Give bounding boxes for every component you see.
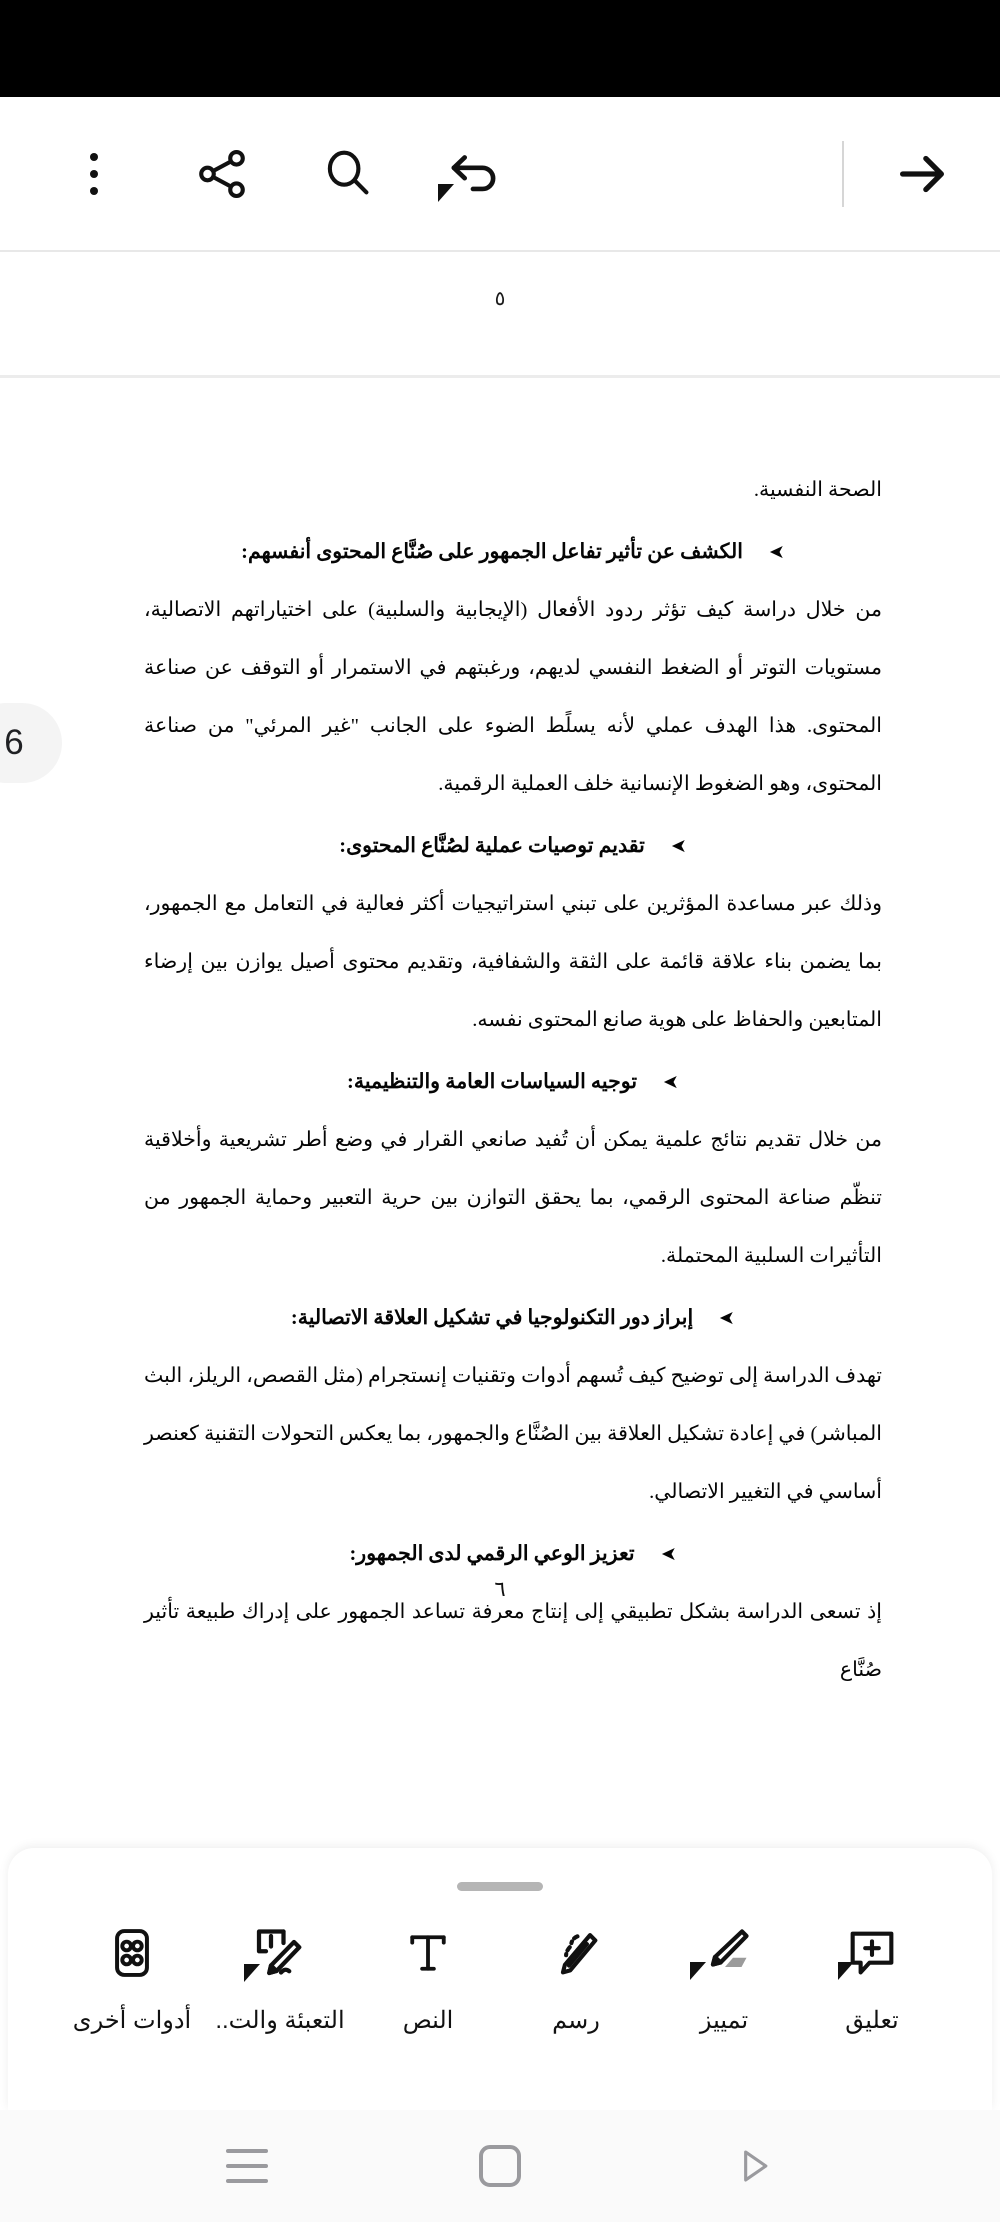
bullet-arrow-icon: ➤ [660,1543,677,1565]
bullet-heading-label: تقديم توصيات عملية لصُنَّاع المحتوى: [339,835,645,857]
nav-home-button[interactable] [455,2131,545,2201]
document-scroll-area[interactable] [0,252,1000,1820]
bullet-heading [144,817,882,875]
document-page[interactable] [0,381,1000,1781]
tool-comment[interactable] [798,1910,946,2090]
sheet-drag-handle[interactable] [457,1882,543,1891]
tool-label: تعليق [845,2007,899,2034]
tool-label: رسم [552,2007,600,2034]
home-icon [479,2145,521,2187]
cursor-pointer-marker [244,1964,260,1982]
search-button[interactable] [302,128,394,220]
bullet-heading-label: الكشف عن تأثير تفاعل الجمهور على صُنَّاع المحتوى أنفسهم: [241,541,743,563]
tools-bottom-sheet [8,1848,992,2110]
cursor-pointer-marker [690,1962,706,1980]
top-toolbar [0,97,1000,252]
highlighter-icon [688,1910,760,1996]
tool-text[interactable] [354,1910,502,2090]
share-icon [193,145,251,203]
toolbar-divider [842,141,844,207]
tool-label: النص [402,2007,454,2034]
text-tool-icon [392,1910,464,1996]
bullet-heading [144,523,882,581]
paragraph: من خلال دراسة كيف تؤثر ردود الأفعال (الإيجابية والسلبية) على اختياراتهم الاتصالية، مستويات التوتر أو الضغط النفسي لديهم، ورغبتهم في الاستمرار أو التوقف عن صناعة المحتوى. هذا الهدف عملي لأنه يسلًط الضوء على الجانب "غير المرئي" من صناعة المحتوى، وهو الضغوط الإنسانية خلف العملية الرقمية. [144,599,882,795]
tool-label: التعبئة والت.. [215,2007,345,2034]
paragraph: وذلك عبر مساعدة المؤثرين على تبني استراتيجيات أكثر فعالية في التعامل مع الجمهور، بما يضمن بناء علاقة قائمة على الثقة والشفافية، وتقديم محتوى أصيل يوازن بين إرضاء المتابعين والحفاظ على هوية صانع المحتوى نفسه. [144,893,882,1031]
search-icon [319,145,377,203]
comment-plus-icon [836,1910,908,1996]
bullet-heading [144,1289,882,1347]
page-text-content [144,461,882,1703]
tool-label: أدوات أخرى [72,2007,192,2034]
page-number-badge: 6 [0,703,62,783]
forward-button[interactable] [876,128,968,220]
paragraph: الصحة النفسية. [753,479,882,501]
previous-page-folio: ٥ [494,288,506,310]
recents-icon [226,2149,268,2183]
bullet-arrow-icon: ➤ [670,835,687,857]
overflow-menu-button[interactable] [48,128,140,220]
tool-label: تمييز [699,2007,749,2034]
share-button[interactable] [176,128,268,220]
tool-list [8,1910,992,2090]
nav-recents-button[interactable] [202,2131,292,2201]
back-icon [731,2144,775,2188]
overflow-menu-icon [90,153,98,195]
arrow-right-icon [893,145,951,203]
paragraph: إذ تسعى الدراسة بشكل تطبيقي إلى إنتاج معرفة تساعد الجمهور على إدراك طبيعة تأثير صُنَّاع [144,1601,882,1681]
pencil-draw-icon [540,1910,612,1996]
status-bar [0,0,1000,97]
page-folio: ٦ [494,1577,506,1601]
tool-highlight[interactable] [650,1910,798,2090]
bullet-heading-label: إبراز دور التكنولوجيا في تشكيل العلاقة الاتصالية: [290,1307,694,1329]
fill-sign-icon [244,1910,316,1996]
bullet-arrow-icon: ➤ [768,541,785,563]
paragraph: من خلال تقديم نتائج علمية يمكن أن تُفيد صانعي القرار في وضع أطر تشريعية وأخلاقية تنظّم صناعة المحتوى الرقمي، بما يحقق التوازن بين حرية التعبير وحماية الجمهور من التأثيرات السلبية المحتملة. [144,1129,882,1267]
cursor-pointer-marker [838,1962,854,1980]
tool-more[interactable] [58,1910,206,2090]
tool-fill-sign[interactable] [206,1910,354,2090]
bullet-heading-label: تعزيز الوعي الرقمي لدى الجمهور: [349,1543,635,1565]
nav-back-button[interactable] [708,2131,798,2201]
cursor-pointer-marker [438,184,454,202]
bullet-heading [144,1525,882,1583]
bullet-heading [144,1053,882,1111]
tool-draw[interactable] [502,1910,650,2090]
bullet-arrow-icon: ➤ [719,1307,736,1329]
previous-page-bottom [0,252,1000,378]
bullet-arrow-icon: ➤ [663,1071,679,1093]
paragraph: تهدف الدراسة إلى توضيح كيف تُسهم أدوات وتقنيات إنستجرام (مثل القصص، الريلز، البث المباشر) في إعادة تشكيل العلاقة بين الصُنَّاع والجمهور، بما يعكس التحولات التقنية كعنصر أساسي في التغيير الاتصالي. [144,1365,882,1503]
more-tools-icon [96,1910,168,1996]
bullet-heading-label: توجيه السياسات العامة والتنظيمية: [347,1071,638,1093]
undo-button[interactable] [428,128,520,220]
android-nav-bar [0,2110,1000,2222]
